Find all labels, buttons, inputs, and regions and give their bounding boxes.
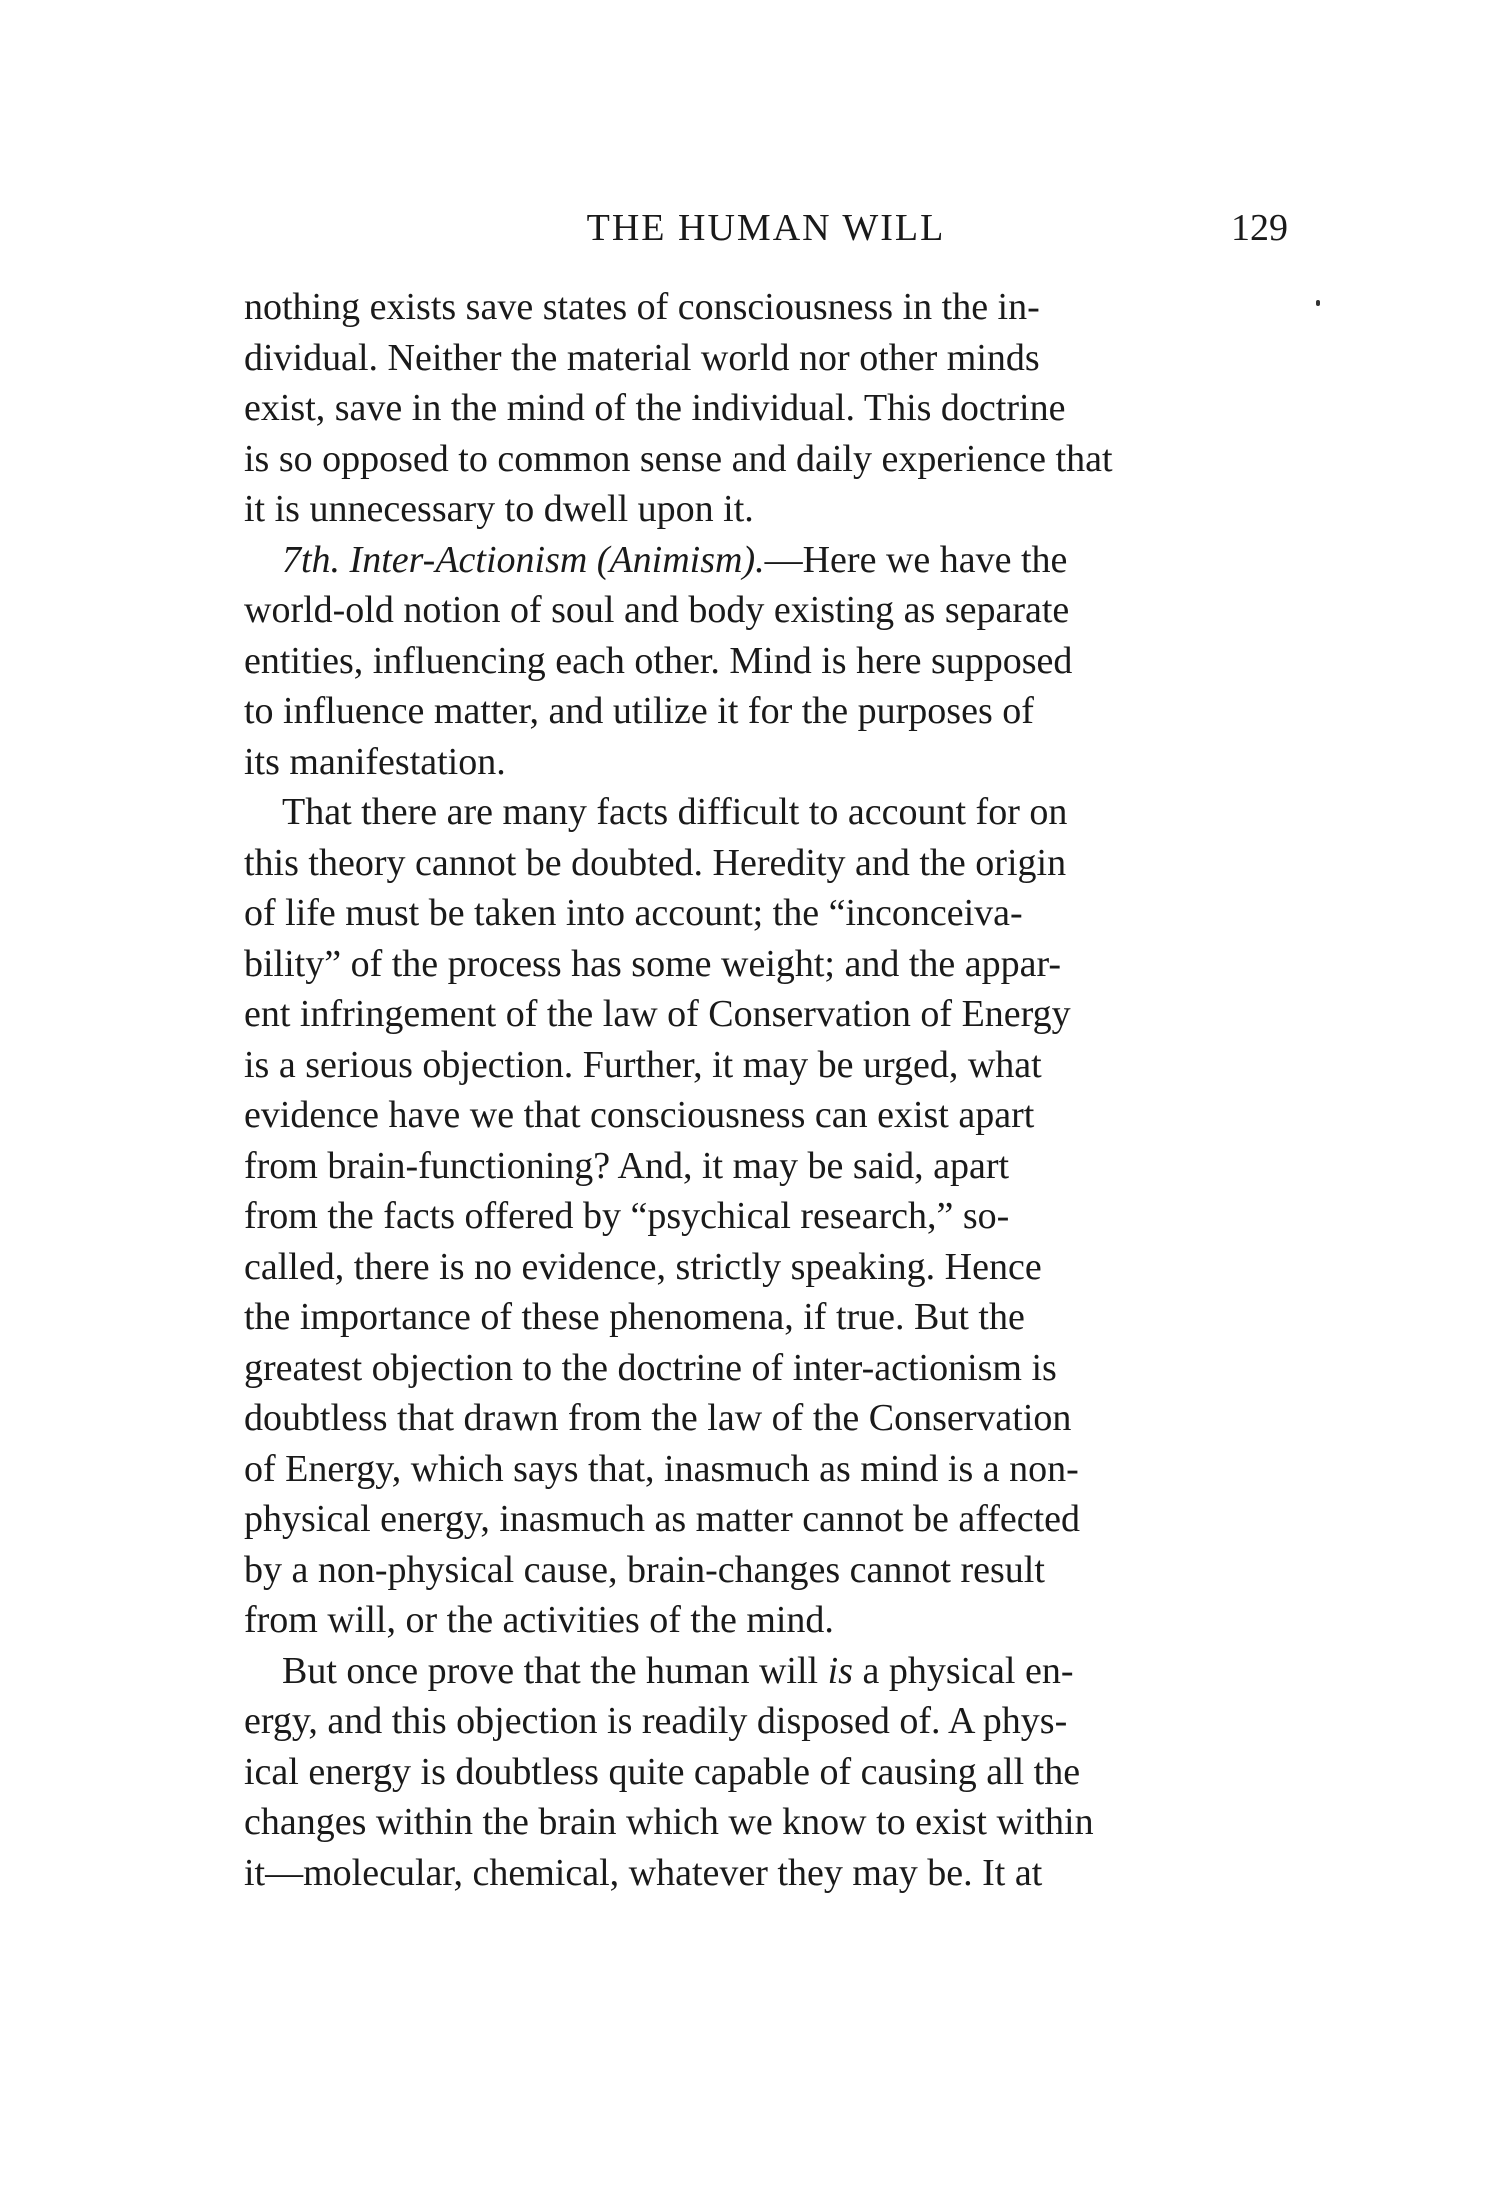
body-text (244, 282, 1288, 1898)
text-segment: ent infringement of the law of Conservation of Energy (244, 993, 1071, 1035)
text-line (244, 585, 1288, 636)
text-segment: ergy, and this objection is readily disposed of. A phys- (244, 1700, 1068, 1742)
text-line (244, 1646, 1288, 1697)
running-title: THE HUMAN WILL (586, 207, 946, 249)
text-line (244, 1747, 1288, 1798)
text-segment: dividual. Neither the material world nor other minds (244, 336, 1040, 379)
text-line (244, 787, 1288, 838)
text-segment: to influence matter, and utilize it for the purposes of (244, 690, 1034, 732)
text-segment: called, there is no evidence, strictly speaking. Hence (244, 1245, 1042, 1288)
text-segment: greatest objection to the doctrine of inter-actionism is (244, 1346, 1057, 1389)
text-line (244, 333, 1288, 384)
text-segment: changes within the brain which we know to exist within (244, 1801, 1094, 1843)
text-line (244, 1393, 1288, 1444)
text-segment: ical energy is doubtless quite capable of causing all the (244, 1750, 1081, 1793)
text-line (244, 1595, 1288, 1646)
text-line (244, 1191, 1288, 1242)
text-line (244, 1040, 1288, 1091)
text-segment: But once prove that the human will (282, 1649, 828, 1692)
text-segment: evidence have we that consciousness can exist apart (244, 1094, 1035, 1136)
text-segment: of life must be taken into account; the “inconceiva- (244, 892, 1023, 934)
text-segment: a physical en- (852, 1649, 1074, 1692)
text-segment: That there are many facts difficult to account for on (282, 791, 1068, 833)
text-line (244, 838, 1288, 889)
text-segment: its manifestation. (244, 740, 506, 783)
text-line (244, 686, 1288, 737)
text-segment: is so opposed to common sense and daily experience that (244, 437, 1113, 480)
text-segment: is a serious objection. Further, it may be urged, what (244, 1043, 1042, 1086)
margin-speck (1316, 300, 1320, 306)
text-segment: world-old notion of soul and body existing as separate (244, 589, 1070, 631)
text-line (244, 1242, 1288, 1293)
text-line (244, 282, 1288, 333)
text-line (244, 1848, 1288, 1899)
text-segment: physical energy, inasmuch as matter cannot be affected (244, 1498, 1081, 1540)
running-head (244, 200, 1288, 256)
text-line (244, 737, 1288, 788)
text-line (244, 1797, 1288, 1848)
text-line (244, 939, 1288, 990)
text-line (244, 1141, 1288, 1192)
text-segment: this theory cannot be doubted. Heredity and the origin (244, 841, 1067, 884)
text-segment: bility” of the process has some weight; and the appar- (244, 942, 1062, 985)
text-segment: entities, influencing each other. Mind is here supposed (244, 639, 1073, 682)
text-segment: of Energy, which says that, inasmuch as mind is a non- (244, 1447, 1079, 1490)
page-number: 129 (1231, 207, 1288, 249)
text-line (244, 535, 1288, 586)
text-line (244, 989, 1288, 1040)
text-line (244, 434, 1288, 485)
text-line (244, 888, 1288, 939)
text-line (244, 1696, 1288, 1747)
text-line (244, 1343, 1288, 1394)
text-line (244, 1444, 1288, 1495)
text-segment: by a non-physical cause, brain-changes cannot result (244, 1548, 1045, 1591)
italic-segment: 7th. Inter-Actionism (Animism). (282, 538, 765, 581)
text-line (244, 1292, 1288, 1343)
text-segment: from brain-functioning? And, it may be said, apart (244, 1144, 1010, 1187)
text-line (244, 1090, 1288, 1141)
text-segment: it is unnecessary to dwell upon it. (244, 488, 754, 530)
text-segment: —Here we have the (764, 538, 1068, 581)
text-line (244, 1494, 1288, 1545)
text-segment: exist, save in the mind of the individual. This doctrine (244, 387, 1066, 429)
text-segment: doubtless that drawn from the law of the Conservation (244, 1397, 1072, 1439)
text-segment: from the facts offered by “psychical research,” so- (244, 1195, 1010, 1237)
text-segment: the importance of these phenomena, if true. But the (244, 1296, 1025, 1338)
text-line (244, 484, 1288, 535)
text-line (244, 1545, 1288, 1596)
italic-segment: is (827, 1649, 853, 1692)
text-line (244, 636, 1288, 687)
text-segment: from will, or the activities of the mind. (244, 1599, 834, 1641)
text-segment: nothing exists save states of consciousness in the in- (244, 286, 1040, 328)
text-line (244, 383, 1288, 434)
text-segment: it—molecular, chemical, whatever they may be. It at (244, 1851, 1043, 1894)
